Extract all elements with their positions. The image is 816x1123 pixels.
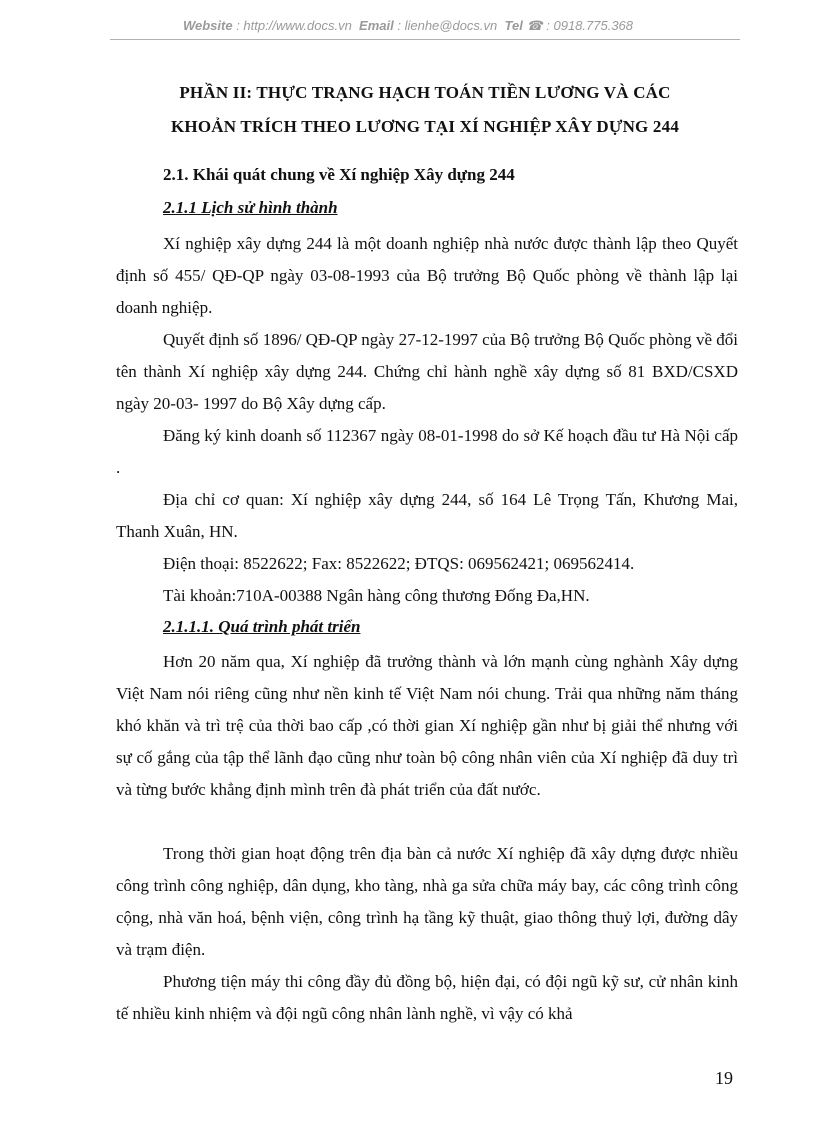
page-number: 19 xyxy=(715,1068,733,1088)
header-divider xyxy=(110,39,740,40)
paragraph: Tài khoản:710A-00388 Ngân hàng công thương Đống Đa,HN. xyxy=(163,586,590,605)
paragraph: Quyết định số 1896/ QĐ-QP ngày 27-12-1997 của Bộ trưởng Bộ Quốc phòng về đổi tên thành Xí nghiệp xây dựng 244. Chứng chỉ hành nghề xây dựng số 81 BXD/CSXD ngày 20-03- 1997 do Bộ Xây dựng cấp. xyxy=(116,330,738,413)
title-line-1: PHẦN II: THỰC TRẠNG HẠCH TOÁN TIỀN LƯƠNG VÀ CÁC xyxy=(179,83,671,102)
paragraph: Điện thoại: 8522622; Fax: 8522622; ĐTQS: 069562421; 069562414. xyxy=(163,554,635,573)
tel-label: Tel xyxy=(504,18,523,33)
tel-number: ☎ : 0918.775.368 xyxy=(526,18,634,33)
email-label: Email xyxy=(359,18,394,33)
website-label: Website xyxy=(182,18,233,33)
email-address: : lienhe@docs.vn xyxy=(397,18,498,33)
paragraph: Xí nghiệp xây dựng 244 là một doanh nghiệp nhà nước được thành lập theo Quyết định số 455/ QĐ-QP ngày 03-08-1993 của Bộ trưởng Bộ Quốc phòng về thành lập lại doanh nghiệp. xyxy=(116,234,738,317)
paragraph: Đăng ký kinh doanh số 112367 ngày 08-01-1998 do sở Kế hoạch đầu tư Hà Nội cấp . xyxy=(116,426,738,477)
paragraph: Phương tiện máy thi công đầy đủ đồng bộ, hiện đại, có đội ngũ kỹ sư, cử nhân kinh tế nhiều kinh nhiệm và đội ngũ công nhân lành nghề, vì vậy có khả xyxy=(116,972,738,1023)
section-heading-2-1: 2.1. Khái quát chung về Xí nghiệp Xây dựng 244 xyxy=(163,165,515,184)
paragraph: Hơn 20 năm qua, Xí nghiệp đã trưởng thành và lớn mạnh cùng nghành Xây dựng Việt Nam nói riêng cũng như nền kinh tế Việt Nam nói chung. Trải qua những năm tháng khó khăn và trì trệ của thời bao cấp ,có thời gian Xí nghiệp gần như bị giải thể nhưng với sự cố gắng của tập thể lãnh đạo cũng như toàn bộ công nhân viên của Xí nghiệp đã duy trì và từng bước khẳng định mình trên đà phát triển của đất nước. xyxy=(116,652,738,799)
paragraph: Địa chỉ cơ quan: Xí nghiệp xây dựng 244, số 164 Lê Trọng Tấn, Khương Mai, Thanh Xuân, HN. xyxy=(116,490,738,541)
section-heading-2-1-1-1: 2.1.1.1. Quá trình phát triển xyxy=(163,617,361,636)
page-header xyxy=(0,18,816,34)
page-title xyxy=(110,76,740,144)
paragraph: Trong thời gian hoạt động trên địa bàn cả nước Xí nghiệp đã xây dựng được nhiều công trình công nghiệp, dân dụng, kho tàng, nhà ga sửa chữa máy bay, các công trình công cộng, nhà văn hoá, bệnh viện, công trình hạ tầng kỹ thuật, giao thông thuỷ lợi, đường dây và trạm điện. xyxy=(116,844,738,959)
section-heading-2-1-1: 2.1.1 Lịch sử hình thành xyxy=(163,198,338,217)
title-line-2: KHOẢN TRÍCH THEO LƯƠNG TẠI XÍ NGHIỆP XÂY DỰNG 244 xyxy=(170,117,680,136)
website-url: : http://www.docs.vn xyxy=(236,18,352,33)
